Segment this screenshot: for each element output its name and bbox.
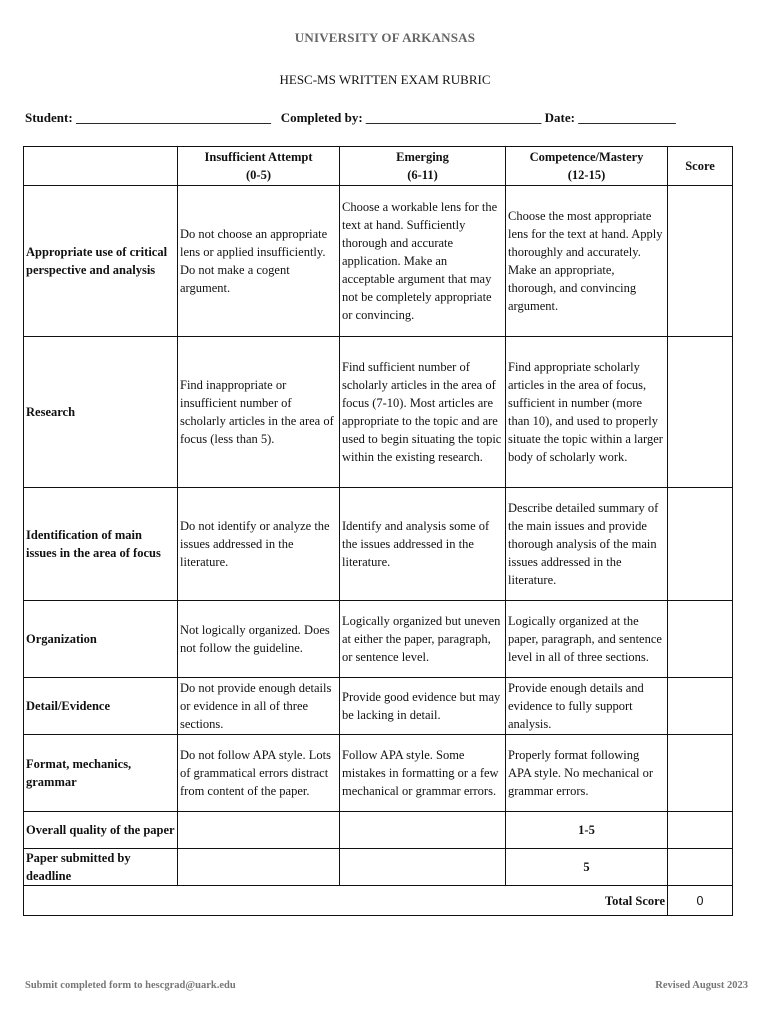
student-field[interactable]: ______________________________ bbox=[75, 110, 271, 125]
rubric-title: HESC-MS WRITTEN EXAM RUBRIC bbox=[279, 72, 491, 87]
competence-cell: Provide enough details and evidence to fully support analysis. bbox=[506, 678, 668, 735]
emerging-cell bbox=[340, 849, 506, 886]
table-row bbox=[24, 186, 733, 337]
criterion-cell: Overall quality of the paper bbox=[24, 812, 178, 849]
emerging-cell bbox=[340, 812, 506, 849]
points-cell: 5 bbox=[506, 849, 668, 886]
table-row bbox=[24, 337, 733, 488]
score-cell[interactable] bbox=[668, 849, 733, 886]
completed-by-label: Completed by: bbox=[280, 110, 363, 125]
table-row bbox=[24, 812, 733, 849]
score-cell[interactable] bbox=[668, 601, 733, 678]
emerging-cell: Logically organized but uneven at either the paper, paragraph, or sentence level. bbox=[340, 601, 506, 678]
rubric-table bbox=[23, 146, 733, 916]
university-name: UNIVERSITY OF ARKANSAS bbox=[294, 30, 476, 45]
header-competence: Competence/Mastery (12-15) bbox=[506, 147, 668, 186]
score-cell[interactable] bbox=[668, 678, 733, 735]
insufficient-cell: Do not identify or analyze the issues addressed in the literature. bbox=[178, 488, 340, 601]
table-row bbox=[24, 601, 733, 678]
student-label: Student: bbox=[25, 110, 73, 125]
total-row bbox=[24, 886, 733, 916]
footer-revised-date: Revised August 2023 bbox=[655, 980, 748, 991]
date-label: Date: bbox=[544, 110, 575, 125]
criterion-cell: Organization bbox=[24, 601, 178, 678]
table-row bbox=[24, 488, 733, 601]
criterion-cell: Research bbox=[24, 337, 178, 488]
competence-cell: Choose the most appropriate lens for the text at hand. Apply thoroughly and accurately. Make an appropriate, thorough, and convincing argument. bbox=[506, 186, 668, 337]
table-row bbox=[24, 735, 733, 812]
points-cell: 1-5 bbox=[506, 812, 668, 849]
emerging-cell: Identify and analysis some of the issues addressed in the literature. bbox=[340, 488, 506, 601]
score-cell[interactable] bbox=[668, 337, 733, 488]
total-score-value[interactable]: 0 bbox=[668, 886, 733, 916]
footer-submit-note: Submit completed form to hescgrad@uark.edu bbox=[25, 980, 236, 991]
insufficient-cell bbox=[178, 812, 340, 849]
insufficient-cell: Do not follow APA style. Lots of grammatical errors distract from content of the paper. bbox=[178, 735, 340, 812]
header-score: Score bbox=[668, 147, 733, 186]
table-row bbox=[24, 678, 733, 735]
insufficient-cell: Do not choose an appropriate lens or applied insufficiently. Do not make a cogent argument. bbox=[178, 186, 340, 337]
competence-cell: Find appropriate scholarly articles in the area of focus, sufficient in number (more than 10), and used to properly situate the topic within a larger body of scholarly work. bbox=[506, 337, 668, 488]
competence-cell: Describe detailed summary of the main issues and provide thorough analysis of the main issues addressed in the literature. bbox=[506, 488, 668, 601]
score-cell[interactable] bbox=[668, 186, 733, 337]
header-row bbox=[24, 147, 733, 186]
criterion-cell: Identification of main issues in the area of focus bbox=[24, 488, 178, 601]
score-cell[interactable] bbox=[668, 488, 733, 601]
completed-by-field[interactable]: ___________________________ bbox=[365, 110, 542, 125]
date-field[interactable]: _______________ bbox=[578, 110, 676, 125]
header-blank-cell bbox=[24, 147, 178, 186]
total-score-label: Total Score bbox=[24, 886, 668, 916]
emerging-cell: Find sufficient number of scholarly articles in the area of focus (7-10). Most articles are appropriate to the topic and are used to begin situating the topic within the existing research. bbox=[340, 337, 506, 488]
score-cell[interactable] bbox=[668, 735, 733, 812]
insufficient-cell: Do not provide enough details or evidence in all of three sections. bbox=[178, 678, 340, 735]
insufficient-cell: Find inappropriate or insufficient number of scholarly articles in the area of focus (less than 5). bbox=[178, 337, 340, 488]
header-insufficient: Insufficient Attempt (0-5) bbox=[178, 147, 340, 186]
insufficient-cell bbox=[178, 849, 340, 886]
insufficient-cell: Not logically organized. Does not follow the guideline. bbox=[178, 601, 340, 678]
score-cell[interactable] bbox=[668, 812, 733, 849]
criterion-cell: Detail/Evidence bbox=[24, 678, 178, 735]
info-line bbox=[25, 110, 745, 126]
emerging-cell: Choose a workable lens for the text at hand. Sufficiently thorough and accurate application. Make an acceptable argument that may not be completely appropriate or convincing. bbox=[340, 186, 506, 337]
competence-cell: Properly format following APA style. No mechanical or grammar errors. bbox=[506, 735, 668, 812]
criterion-cell: Paper submitted by deadline bbox=[24, 849, 178, 886]
emerging-cell: Provide good evidence but may be lacking in detail. bbox=[340, 678, 506, 735]
emerging-cell: Follow APA style. Some mistakes in formatting or a few mechanical or grammar errors. bbox=[340, 735, 506, 812]
competence-cell: Logically organized at the paper, paragraph, and sentence level in all of three sections. bbox=[506, 601, 668, 678]
criterion-cell: Format, mechanics, grammar bbox=[24, 735, 178, 812]
table-row bbox=[24, 849, 733, 886]
criterion-cell: Appropriate use of critical perspective and analysis bbox=[24, 186, 178, 337]
header-emerging: Emerging (6-11) bbox=[340, 147, 506, 186]
